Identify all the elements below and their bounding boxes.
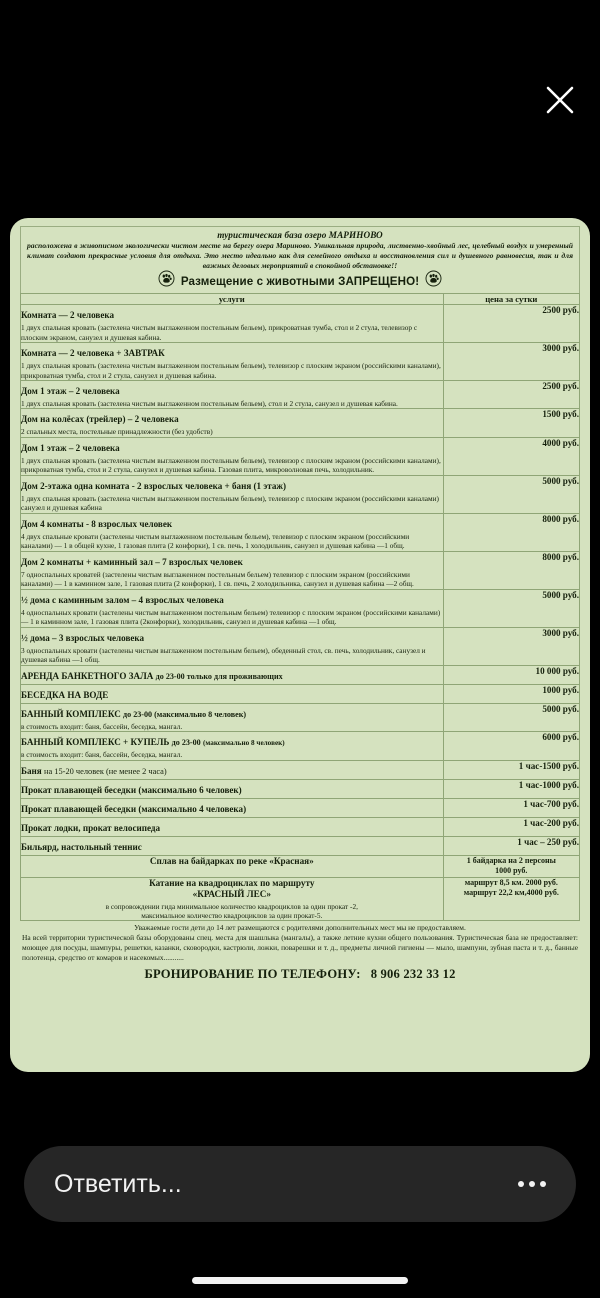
service-cell: [21, 877, 444, 921]
table-row: [21, 779, 580, 798]
price-cell: 3000 руб.: [443, 343, 579, 381]
price-table-body: [21, 294, 580, 921]
service-name: АРЕНДА БАНКЕТНОГО ЗАЛА до 23-00 только для проживающих: [21, 670, 283, 681]
service-cell: [21, 703, 444, 731]
service-name: Бильярд, настольный теннис: [21, 841, 142, 852]
service-description: 3 односпальных кровати (застелены чистым выглаженном постельным бельем), обеденный стол, св. печь, холодильник, санузел и душевая кабина —1 общ.: [21, 645, 426, 665]
price-cell: 10 000 руб.: [443, 665, 579, 684]
service-description: в стоимость входит: баня, бассейн, беседка, мангал.: [21, 721, 183, 731]
price-cell: 5000 руб.: [443, 475, 579, 513]
service-cell: [21, 760, 444, 779]
table-row: [21, 627, 580, 665]
table-row-kayak: [21, 855, 580, 877]
price-list-poster: [10, 218, 590, 1072]
service-cell: [21, 513, 444, 551]
service-description: 1 двух спальная кровать (застелена чистым выглаженном постельным бельем), телевизор с плоским экраном (российскими каналами), прикроватная тумба, стол и 2 стула, санузел и душевая кабина. Газовая плита, микроволновая печь, холодильник.: [21, 455, 441, 475]
price-cell: 5000 руб.: [443, 703, 579, 731]
service-name: ½ дома – 3 взрослых человека: [21, 632, 145, 643]
price-table-header: [21, 294, 580, 305]
price-cell: 6000 руб.: [443, 732, 579, 760]
price-cell: 4000 руб.: [443, 437, 579, 475]
service-description: 1 двух спальная кровать (застелена чистым выглаженном постельным бельем), телевизор с плоским экраном (российскими каналами), прикроватная тумба, стол и 2 стула, санузел и душевая кабина.: [21, 361, 441, 380]
service-description: 2 спальных места, постельные принадлежности (без удобств): [21, 427, 213, 437]
table-row: [21, 589, 580, 627]
table-row: [21, 551, 580, 589]
service-cell: [21, 409, 444, 437]
table-row: [21, 305, 580, 343]
column-header-price: цена за сутки: [443, 294, 579, 305]
price-cell: 1 час – 250 руб.: [443, 836, 579, 855]
table-row: [21, 798, 580, 817]
story-media[interactable]: [10, 218, 590, 1072]
poster-description: расположена в живописном экологически чистом месте на берегу озера Мариново. Уникальная природа, лиственно-хвойный лес, целебный воздух и умеренный климат создают прекрасные условия для отдыха. Это место идеально как для семейного отдыха и восстановления сил и душевного равновесия, так и для важных деловых мероприятий в спокойной обстановке!!: [27, 241, 573, 271]
service-cell: [21, 836, 444, 855]
service-name: Комната — 2 человека: [21, 310, 115, 321]
table-row: [21, 732, 580, 760]
table-row: [21, 409, 580, 437]
service-description: 1 двух спальная кровать (застелена чистым выглаженном постельным бельем), стол и 2 стула, санузел и душевая кабина.: [21, 398, 398, 408]
table-row: [21, 703, 580, 731]
service-description: в сопровождении гида минимальное количество квадроциклов за один прокат -2, максимальное количество квадроциклов за один прокат-5.: [105, 901, 358, 920]
poster-intro: [20, 226, 580, 293]
service-description: 4 односпальных кровати (застелены чистым выглаженном постельным бельем) телевизор с плоским экраном (российскими каналами) — 1 в каминном зале, 1 газовая плита (2конфорки), холодильник, санузел и душевая кабина —1 общ.: [21, 607, 441, 627]
service-name: Дом 4 комнаты - 8 взрослых человек: [21, 518, 173, 529]
footnote-first-line: Уважаемые гости дети до 14 лет размещаются с родителями дополнительных мест мы не предоставляем.: [134, 923, 466, 933]
service-name: БАННЫЙ КОМПЛЕКС + КУПЕЛЬ до 23-00 (максимально 8 человек): [21, 737, 285, 748]
price-cell: 1000 руб.: [443, 684, 579, 703]
service-cell: [21, 779, 444, 798]
reply-input[interactable]: Ответить...: [54, 1169, 182, 1198]
service-name: Прокат плавающей беседки (максимально 6 человек): [21, 784, 242, 795]
service-description: в стоимость входит: баня, бассейн, беседка, мангал.: [21, 750, 183, 760]
table-row: [21, 343, 580, 381]
service-cell: [21, 665, 444, 684]
service-cell: [21, 855, 444, 877]
table-row: [21, 475, 580, 513]
poster-title: туристическая база озеро МАРИНОВО: [217, 230, 383, 240]
service-description: 1 двух спальная кровать (застелена чистым выглаженном постельным бельем), прикроватная тумба, стол и 2 стула, телевизор с плоским экраном, санузел и душевая кабина.: [21, 323, 418, 342]
service-cell: [21, 732, 444, 760]
booking-phone-number: 8 906 232 33 12: [370, 966, 456, 981]
service-cell: [21, 475, 444, 513]
price-table: [20, 293, 580, 921]
service-description: 7 односпальных кроватей (застелены чистым выглаженном постельным бельем) телевизор с плоским экраном (российскими каналами) — 1 в каминном зале, 1 газовая плита (2 конфорки), 1 св. печь, 2 холодильника, санузел и душевая кабина —2 общ.: [21, 569, 414, 589]
price-cell: 1 час-200 руб.: [443, 817, 579, 836]
service-name: Сплав на байдарках по реке «Красная»: [149, 855, 314, 866]
service-cell: [21, 798, 444, 817]
price-cell: 1500 руб.: [443, 409, 579, 437]
table-row-quadbike: [21, 877, 580, 921]
footnote-rest: На всей территории туристической базы оборудованы спец. места для шашлыка (мангалы), а также летние кухни общего пользования. Туристическая база не предоставляет: моющее для посуды, шампуры, решетки, казанки, сковородки, кастрюли, ложки, поварешки и т. д., предметы личной гигиены — мыло, шампуни, зубная паста и т. д., банные полотенца, средство от комаров и насекомых...........: [22, 933, 578, 963]
service-name: БЕСЕДКА НА ВОДЕ: [21, 689, 109, 700]
service-name: Дом 1 этаж – 2 человека: [21, 442, 120, 453]
service-cell: [21, 684, 444, 703]
price-cell: 2500 руб.: [443, 305, 579, 343]
service-cell: [21, 305, 444, 343]
column-header-service: услуги: [21, 294, 444, 305]
service-cell: [21, 551, 444, 589]
close-button[interactable]: [538, 78, 582, 122]
home-indicator: [192, 1277, 408, 1284]
price-cell: маршрут 8,5 км. 2000 руб. маршрут 22,2 км,4000 руб.: [443, 877, 579, 921]
price-cell: 8000 руб.: [443, 513, 579, 551]
service-name: Катание на квадроциклах по маршруту «КРАСНЫЙ ЛЕС»: [149, 877, 315, 900]
table-row: [21, 836, 580, 855]
service-name: Комната — 2 человека + ЗАВТРАК: [21, 348, 165, 359]
service-description: 4 двух спальные кровати (застелены чистым выглаженном постельным бельем), телевизор с плоским экраном (российскими каналами) — 1 в общей кухне, 1 газовая плита (2 конфорки), 1 св. печь, 1 холодильник, санузел и душевая кабина —1 общ.: [21, 531, 410, 551]
price-cell: 1 час-1000 руб.: [443, 779, 579, 798]
booking-phone: [20, 967, 580, 982]
service-name: БАННЫЙ КОМПЛЕКС до 23-00 (максимально 8 человек): [21, 708, 247, 719]
paw-print-icon-2: [425, 270, 442, 292]
price-cell: 8000 руб.: [443, 551, 579, 589]
service-name: Дом 1 этаж – 2 человека: [21, 385, 120, 396]
table-row: [21, 513, 580, 551]
service-cell: [21, 589, 444, 627]
price-cell: 3000 руб.: [443, 627, 579, 665]
price-cell: 1 час-700 руб.: [443, 798, 579, 817]
service-description: 1 двух спальная кровать (застелена чистым выглаженном постельным бельем), телевизор с плоским экраном (российскими каналами) санузел и душевая кабина: [21, 493, 439, 513]
pets-notice-text: Размещение с животными ЗАПРЕЩЕНО!: [180, 274, 420, 288]
price-cell: 5000 руб.: [443, 589, 579, 627]
service-name: Дом на колёсах (трейлер) – 2 человека: [21, 414, 179, 425]
service-cell: [21, 343, 444, 381]
pets-notice-row: [27, 270, 573, 292]
service-name: Баня на 15-20 человек (не менее 2 часа): [21, 765, 167, 776]
service-cell: [21, 627, 444, 665]
close-icon: [542, 82, 578, 118]
price-cell: 2500 руб.: [443, 380, 579, 408]
service-cell: [21, 380, 444, 408]
table-row: [21, 665, 580, 684]
service-name: Дом 2-этажа одна комната - 2 взрослых человека + баня (1 этаж): [21, 480, 287, 491]
table-row: [21, 684, 580, 703]
paw-print-icon: [158, 270, 175, 292]
price-cell: 1 байдарка на 2 персоны 1000 руб.: [443, 855, 579, 877]
more-options-icon[interactable]: [514, 1173, 550, 1195]
table-row: [21, 437, 580, 475]
booking-phone-label: БРОНИРОВАНИЕ ПО ТЕЛЕФОНУ:: [144, 966, 361, 981]
reply-bar[interactable]: [24, 1146, 576, 1222]
poster-footnote: [20, 923, 580, 962]
service-cell: [21, 437, 444, 475]
service-name: Прокат плавающей беседки (максимально 4 человека): [21, 803, 247, 814]
table-row: [21, 817, 580, 836]
service-name: Прокат лодки, прокат велосипеда: [21, 822, 161, 833]
price-cell: 1 час-1500 руб.: [443, 760, 579, 779]
service-name: Дом 2 комнаты + каминный зал – 7 взрослых человек: [21, 556, 243, 567]
service-cell: [21, 817, 444, 836]
table-row: [21, 380, 580, 408]
table-row: [21, 760, 580, 779]
service-name: ½ дома с каминным залом – 4 взрослых человека: [21, 594, 224, 605]
